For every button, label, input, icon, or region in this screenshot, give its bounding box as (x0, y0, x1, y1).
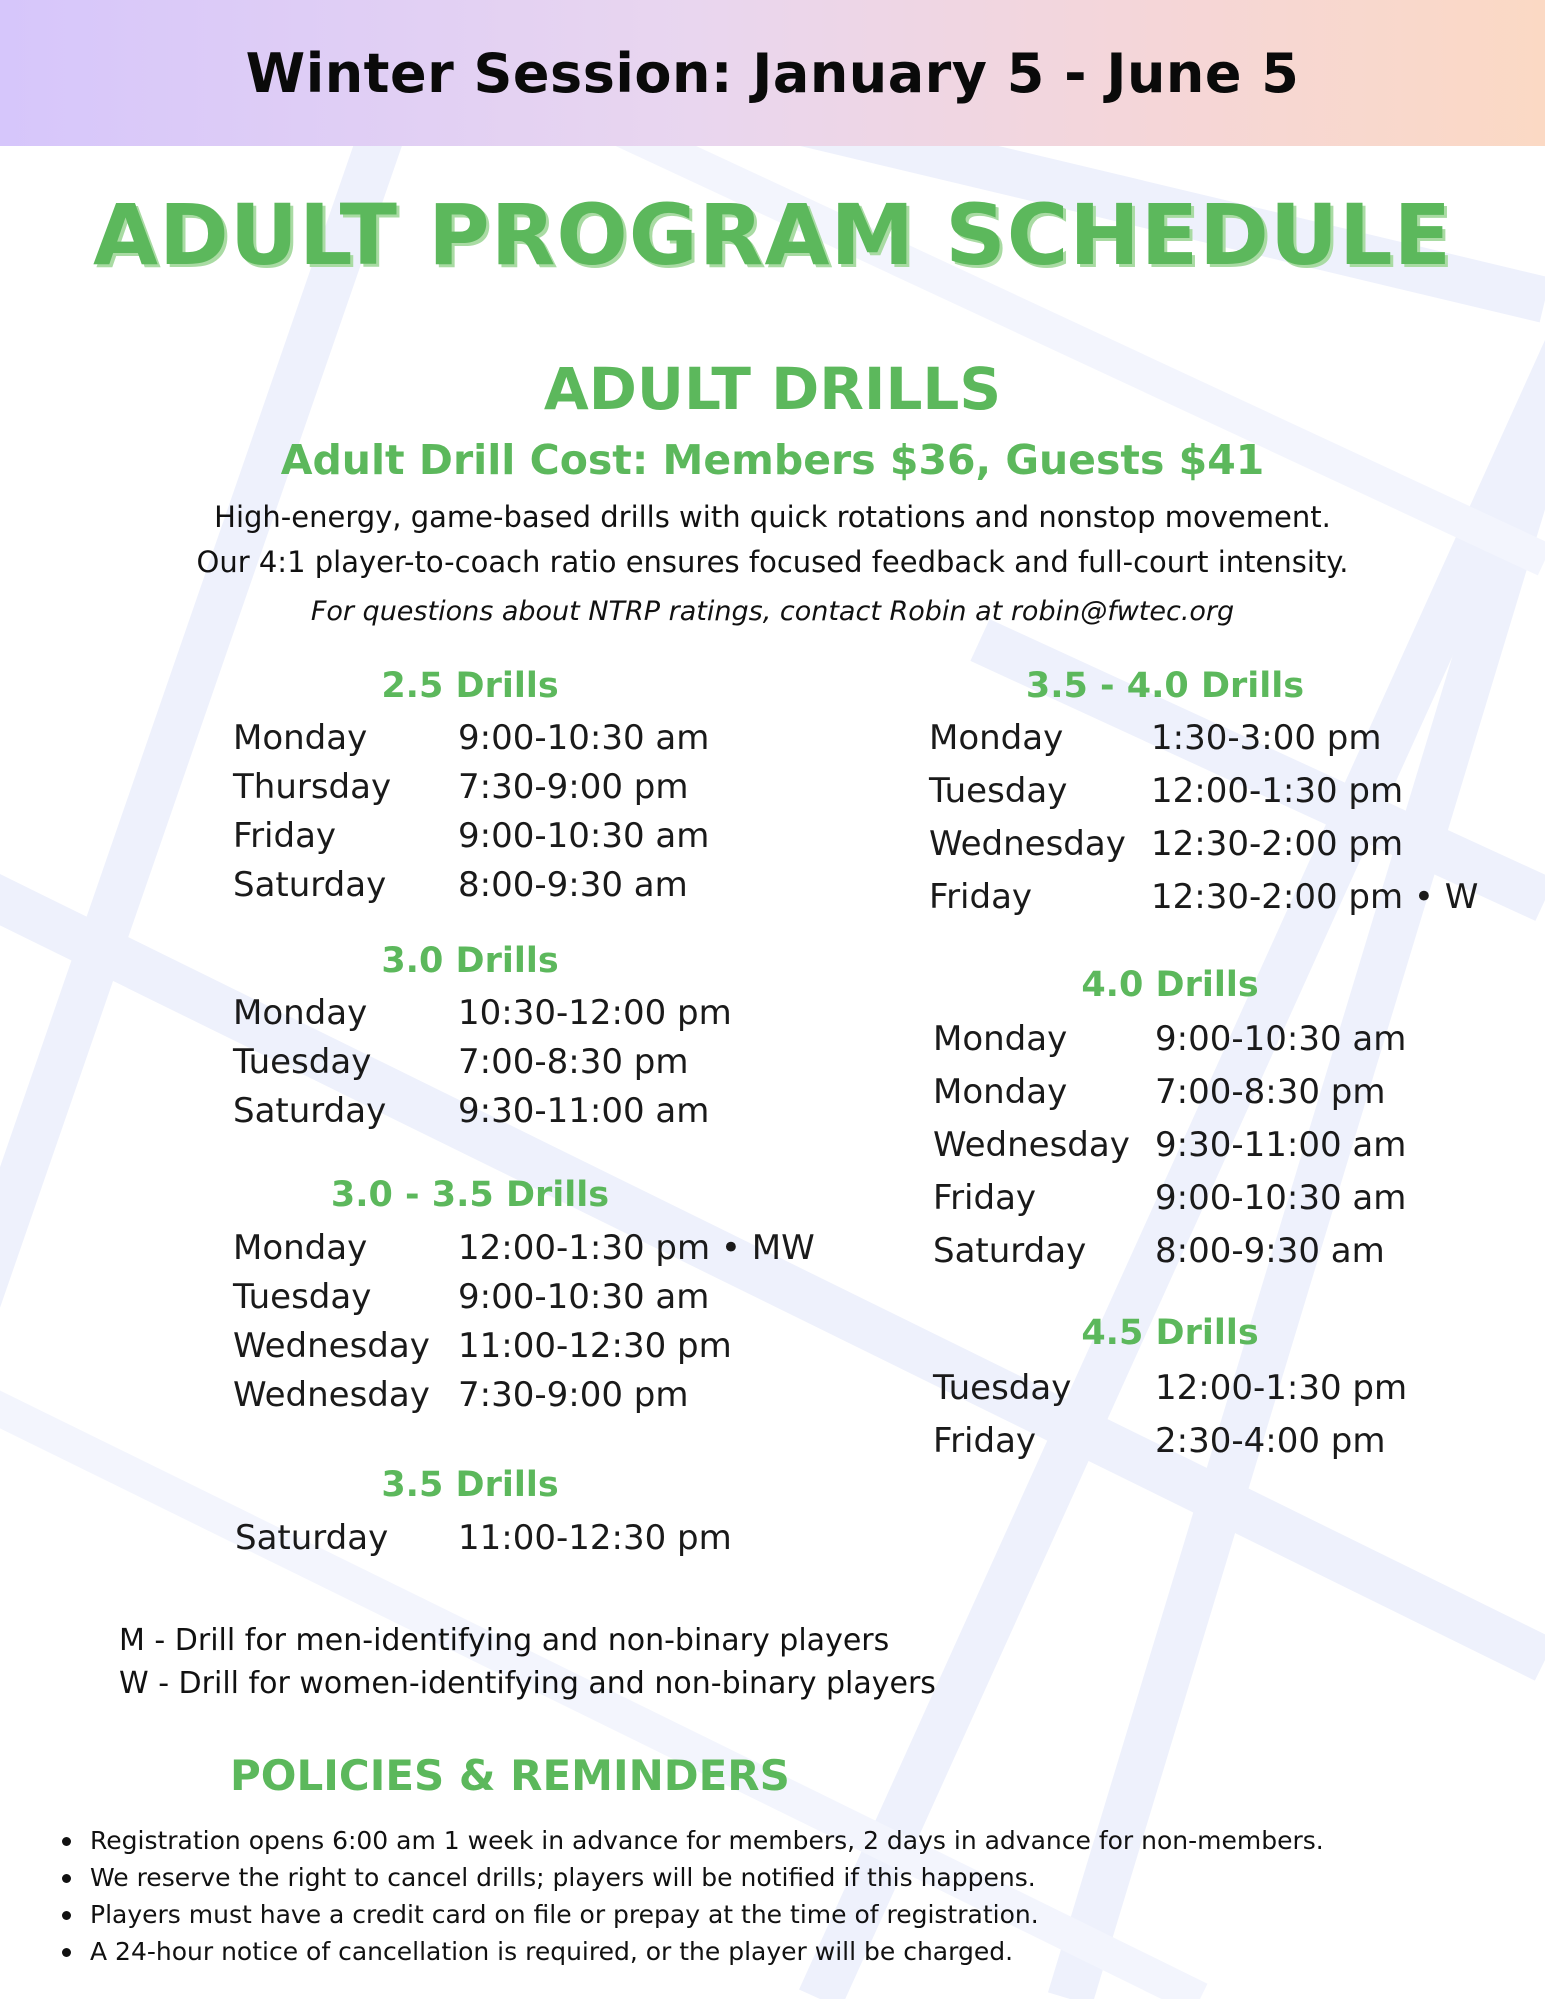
schedule-time: 7:00-8:30 pm (458, 1042, 689, 1082)
policy-item (58, 1933, 1518, 1970)
drill-group-title: 4.5 Drills (1081, 1313, 1259, 1353)
schedule-day: Monday (933, 1072, 1068, 1112)
schedule-day: Tuesday (929, 771, 1068, 811)
bullet-icon (62, 1874, 71, 1883)
bullet-icon (62, 1911, 71, 1920)
schedule-time: 11:00-12:30 pm (458, 1518, 732, 1558)
session-banner (0, 0, 1545, 146)
schedule-time: 9:30-11:00 am (1155, 1125, 1407, 1165)
policies-list (58, 1822, 1518, 1970)
schedule-time: 12:00-1:30 pm (1155, 1368, 1408, 1408)
schedule-day: Friday (929, 877, 1033, 917)
schedule-time: 9:00-10:30 am (458, 816, 710, 856)
schedule-day: Monday (233, 718, 368, 758)
policies-heading: POLICIES & REMINDERS (230, 1751, 790, 1800)
schedule-day: Monday (929, 718, 1064, 758)
policy-text: Players must have a credit card on file or prepay at the time of registration. (90, 1900, 1039, 1929)
page-title: ADULT PROGRAM SCHEDULE (93, 186, 1452, 284)
session-dates: Winter Session: January 5 - June 5 (245, 41, 1300, 105)
ntrp-contact-note: For questions about NTRP ratings, contact Robin at robin@fwtec.org (310, 596, 1235, 627)
schedule-day: Saturday (233, 1091, 387, 1131)
description-line-2: Our 4:1 player-to-coach ratio ensures focused feedback and full-court intensity. (196, 545, 1349, 579)
schedule-time: 8:00-9:30 am (1155, 1231, 1385, 1271)
schedule-time: 2:30-4:00 pm (1155, 1421, 1386, 1461)
drill-group-title: 3.0 - 3.5 Drills (330, 1175, 610, 1215)
schedule-day: Monday (233, 993, 368, 1033)
schedule-time: 9:00-10:30 am (458, 1277, 710, 1317)
schedule-time: 12:30-2:00 pm (1151, 824, 1404, 864)
schedule-day: Friday (933, 1178, 1037, 1218)
schedule-day: Wednesday (233, 1375, 430, 1415)
bullet-icon (62, 1948, 71, 1957)
schedule-day: Friday (933, 1421, 1037, 1461)
schedule-day: Friday (233, 816, 337, 856)
section-heading-adult-drills: ADULT DRILLS (543, 355, 1002, 423)
legend-w: W - Drill for women-identifying and non-binary players (119, 1666, 936, 1701)
schedule-day: Wednesday (233, 1326, 430, 1366)
bullet-icon (62, 1837, 71, 1846)
schedule-day: Monday (933, 1019, 1068, 1059)
legend-m: M - Drill for men-identifying and non-binary players (119, 1623, 890, 1658)
drill-group-title: 3.0 Drills (381, 941, 559, 981)
policy-text: A 24-hour notice of cancellation is required, or the player will be charged. (90, 1937, 1014, 1966)
schedule-day: Tuesday (933, 1368, 1072, 1408)
schedule-day: Monday (233, 1228, 368, 1268)
schedule-time: 12:30-2:00 pm • W (1151, 877, 1479, 917)
schedule-time: 9:00-10:30 am (1155, 1019, 1407, 1059)
schedule-time: 9:00-10:30 am (1155, 1178, 1407, 1218)
policy-item (58, 1859, 1518, 1896)
schedule-day: Saturday (933, 1231, 1087, 1271)
schedule-day: Wednesday (929, 824, 1126, 864)
schedule-time: 1:30-3:00 pm (1151, 718, 1382, 758)
drill-group-title: 3.5 - 4.0 Drills (1025, 666, 1305, 706)
schedule-day: Saturday (235, 1518, 389, 1558)
policy-text: We reserve the right to cancel drills; players will be notified if this happens. (90, 1863, 1036, 1892)
schedule-time: 7:30-9:00 pm (458, 767, 689, 807)
drill-group-title: 3.5 Drills (381, 1465, 559, 1505)
schedule-time: 12:00-1:30 pm (1151, 771, 1404, 811)
policy-text: Registration opens 6:00 am 1 week in advance for members, 2 days in advance for non-members. (90, 1826, 1324, 1855)
schedule-day: Wednesday (933, 1125, 1130, 1165)
schedule-day: Tuesday (233, 1042, 372, 1082)
policy-item (58, 1822, 1518, 1859)
schedule-time: 11:00-12:30 pm (458, 1326, 732, 1366)
schedule-day: Tuesday (233, 1277, 372, 1317)
schedule-time: 9:00-10:30 am (458, 718, 710, 758)
schedule-time: 7:30-9:00 pm (458, 1375, 689, 1415)
schedule-time: 10:30-12:00 pm (458, 993, 732, 1033)
schedule-day: Thursday (233, 767, 392, 807)
policy-item (58, 1896, 1518, 1933)
description-line-1: High-energy, game-based drills with quick rotations and nonstop movement. (214, 500, 1331, 534)
schedule-time: 12:00-1:30 pm • MW (458, 1228, 815, 1268)
drill-group-title: 2.5 Drills (381, 666, 559, 706)
schedule-time: 8:00-9:30 am (458, 865, 688, 905)
schedule-day: Saturday (233, 865, 387, 905)
drill-group-title: 4.0 Drills (1081, 965, 1259, 1005)
schedule-time: 9:30-11:00 am (458, 1091, 710, 1131)
schedule-time: 7:00-8:30 pm (1155, 1072, 1386, 1112)
drill-cost: Adult Drill Cost: Members $36, Guests $41 (280, 436, 1265, 484)
